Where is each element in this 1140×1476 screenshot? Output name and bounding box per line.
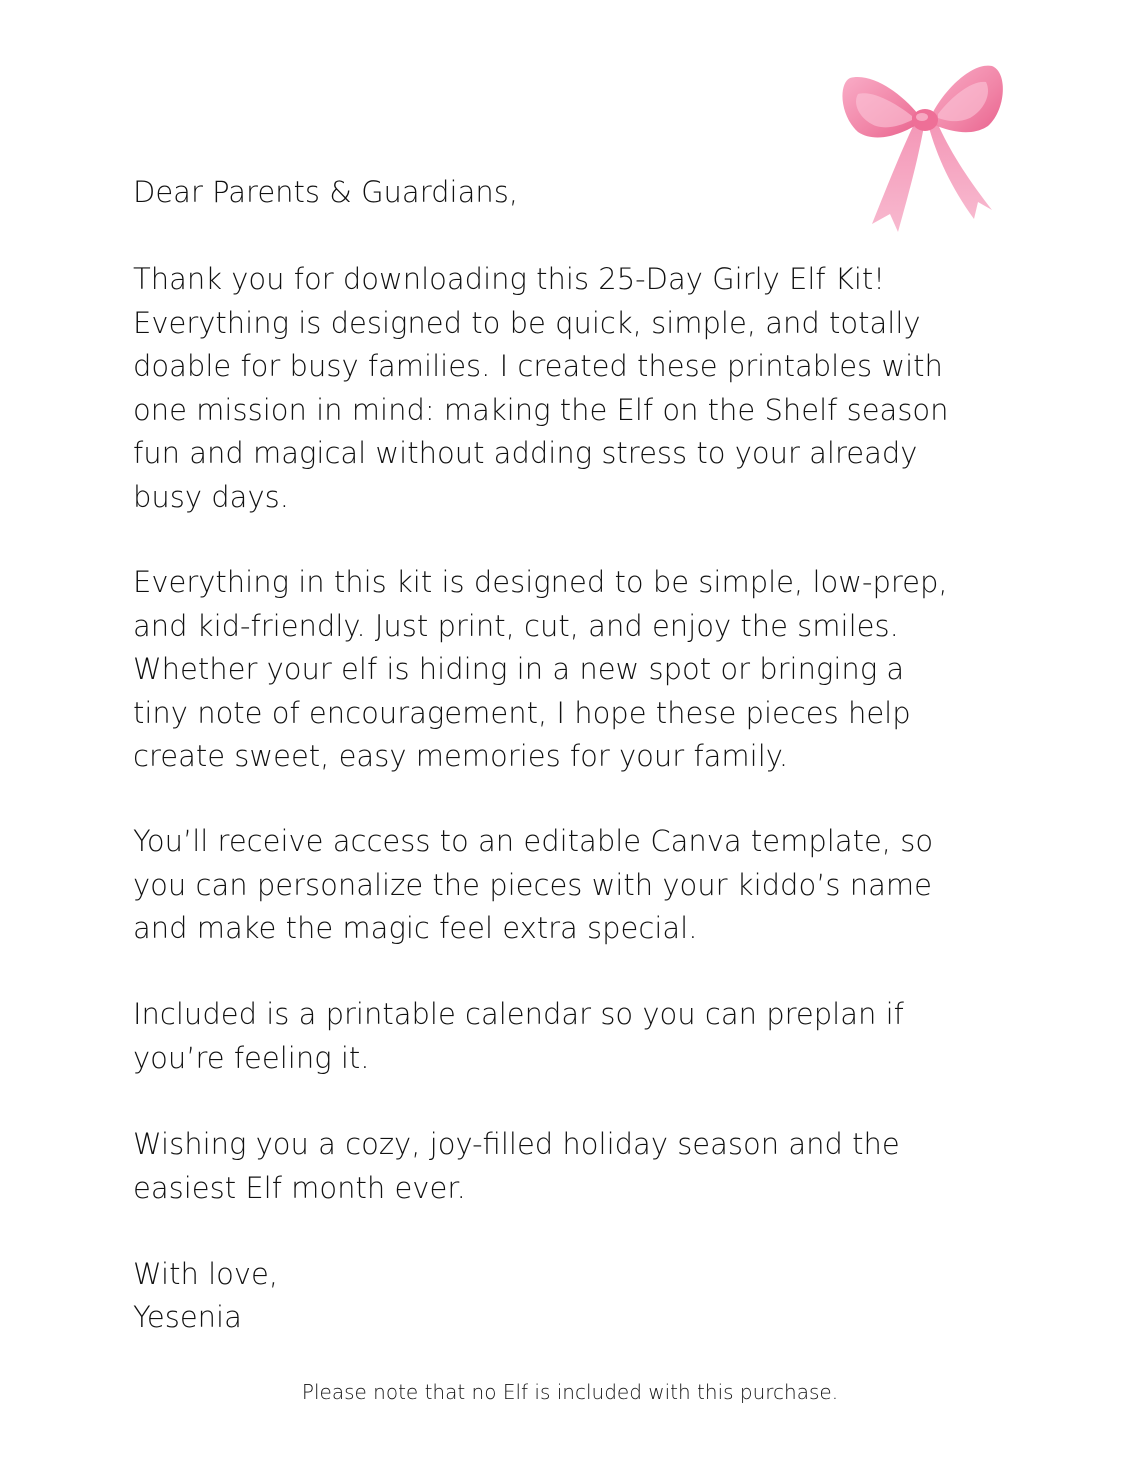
letter-paragraph: Everything in this kit is designed to be simple, low-prep, and kid-friendly. Just print, cut, and enjoy the smiles. Whether your elf is hiding in a new spot or bringing a tiny note of encouragement, I hope these pieces help create sweet, easy memories for your family.: [133, 565, 948, 773]
letter-closing: With love,: [133, 1257, 279, 1291]
letter-paragraph: You’ll receive access to an editable Canva template, so you can personalize the pieces with your kiddo’s name and make the magic feel extra special.: [133, 824, 934, 945]
letter-greeting: Dear Parents & Guardians,: [133, 175, 519, 209]
letter-paragraph: Wishing you a cozy, joy-filled holiday season and the easiest Elf month ever.: [133, 1127, 900, 1205]
letter-body: [133, 170, 1033, 1334]
letter-signature: Yesenia: [133, 1300, 242, 1334]
footer-note: Please note that no Elf is included with this purchase.: [301, 1380, 839, 1404]
letter-paragraph: Thank you for downloading this 25-Day Girly Elf Kit! Everything is designed to be quick, simple, and totally doable for busy families. I created these printables with one mission in mind: making the Elf on the Shelf season fun and magical without adding stress to your already busy days.: [133, 262, 949, 514]
letter-paragraph: Included is a printable calendar so you can preplan if you’re feeling it.: [133, 997, 904, 1075]
